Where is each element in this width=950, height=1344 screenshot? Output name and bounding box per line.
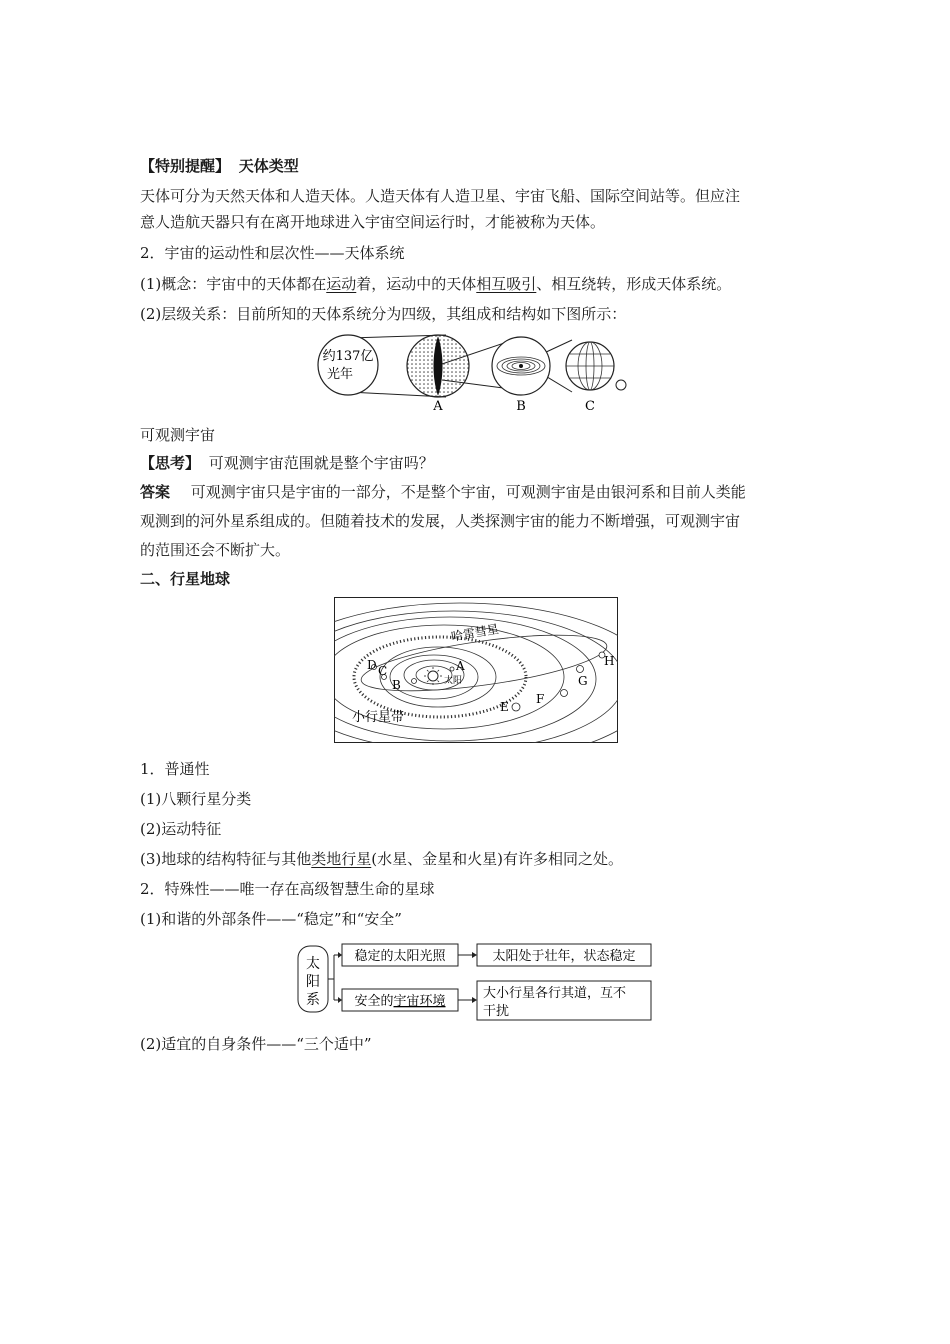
planets-orbit-text-1: 大小行星各行其道，互不 bbox=[483, 986, 627, 1001]
planet-label-h: H bbox=[604, 654, 615, 668]
concept-suffix: 、相互绕转，形成天体系统。 bbox=[536, 275, 732, 293]
label-b: B bbox=[516, 399, 526, 414]
item-3: (2)运动特征 bbox=[140, 820, 222, 838]
think-question: 可观测宇宙范围就是整个宇宙吗？ bbox=[208, 454, 434, 472]
sun-icon bbox=[428, 671, 438, 681]
comet-label: 哈雷彗星 bbox=[450, 621, 500, 644]
moon-circle bbox=[616, 380, 626, 390]
answer-line-2: 观测到的河外星系组成的。但随着技术的发展，人类探测宇宙的能力不断增强，可观测宇宙 bbox=[140, 512, 741, 530]
part2-heading: 二、行星地球 bbox=[140, 570, 231, 588]
tip-heading bbox=[140, 156, 299, 176]
safe-environment-prefix: 安全的 bbox=[354, 994, 394, 1009]
planet-label-g: G bbox=[578, 674, 588, 688]
planet-label-c: C bbox=[378, 664, 388, 678]
observable-universe: 可观测宇宙 bbox=[140, 426, 216, 444]
answer-label: 答案 bbox=[140, 483, 171, 501]
concept-prefix: (1)概念：宇宙中的天体都在 bbox=[140, 275, 327, 293]
sun-stable-text: 太阳处于壮年，状态稳定 bbox=[492, 949, 636, 964]
item-1: 1．普通性 bbox=[140, 760, 210, 778]
solar-system-figure bbox=[334, 597, 618, 743]
tip-title: 天体类型 bbox=[238, 157, 299, 175]
planet-label-a: A bbox=[456, 659, 465, 673]
hierarchy-figure bbox=[314, 330, 644, 414]
planet-label-f: F bbox=[536, 692, 545, 706]
planet-label-b: B bbox=[392, 678, 401, 692]
tip-label: 【特别提醒】 bbox=[140, 157, 231, 175]
item-2: (1)八颗行星分类 bbox=[140, 790, 252, 808]
think-line bbox=[140, 453, 434, 473]
root-char-1: 太 bbox=[306, 956, 320, 972]
label-a: A bbox=[433, 399, 443, 414]
sun-label: 太阳 bbox=[444, 676, 463, 686]
concept-mid: 着，运动中的天体 bbox=[356, 275, 477, 293]
stable-sunlight-text: 稳定的太阳光照 bbox=[354, 949, 446, 964]
tip-line-1: 天体可分为天然天体和人造天体。人造天体有人造卫星、宇宙飞船、国际空间站等。但应注 bbox=[140, 187, 741, 205]
answer-line-1 bbox=[140, 482, 746, 502]
item-4-prefix: (3)地球的结构特征与其他 bbox=[140, 850, 312, 868]
concept-underline-1: 运动 bbox=[326, 275, 357, 293]
safe-environment-text bbox=[354, 993, 445, 1009]
item-7: (2)适宜的自身条件——“三个适中” bbox=[140, 1035, 372, 1053]
tip-line-2: 意人造航天器只有在离开地球进入宇宙空间运行时，才能被称为天体。 bbox=[140, 213, 606, 231]
item-6: (1)和谐的外部条件——“稳定”和“安全” bbox=[140, 910, 402, 928]
concept-underline-2: 相互吸引 bbox=[476, 275, 537, 293]
concept-line bbox=[140, 274, 731, 294]
planets-orbit-text-2: 干扰 bbox=[483, 1004, 510, 1019]
asteroid-belt-label: 小行星带 bbox=[352, 710, 405, 725]
planet-label-d: D bbox=[367, 658, 377, 672]
universe-size-text: 约137亿 bbox=[322, 349, 374, 364]
levels-line: (2)层级关系：目前所知的天体系统分为四级，其组成和结构如下图所示： bbox=[140, 305, 627, 323]
section2-heading: 2．宇宙的运动性和层次性——天体系统 bbox=[140, 244, 405, 262]
universe-circle bbox=[318, 335, 378, 395]
label-c: C bbox=[585, 399, 595, 414]
item-4-underline: 类地行星 bbox=[311, 850, 372, 868]
root-char-2: 阳 bbox=[306, 974, 320, 990]
think-label: 【思考】 bbox=[140, 454, 201, 472]
item-5: 2．特殊性——唯一存在高级智慧生命的星球 bbox=[140, 880, 435, 898]
universe-unit-text: 光年 bbox=[326, 367, 354, 382]
answer-text-1: 可观测宇宙只是宇宙的一部分，不是整个宇宙，可观测宇宙是由银河系和目前人类能 bbox=[190, 483, 746, 501]
item-4-suffix: (水星、金星和火星)有许多相同之处。 bbox=[371, 850, 623, 868]
answer-line-3: 的范围还会不断扩大。 bbox=[140, 541, 291, 559]
root-char-3: 系 bbox=[306, 992, 320, 1008]
solar-system-conditions-diagram bbox=[296, 938, 656, 1024]
safe-environment-underline: 宇宙环境 bbox=[393, 994, 446, 1009]
planet-label-e: E bbox=[500, 700, 509, 714]
item-4 bbox=[140, 849, 623, 869]
